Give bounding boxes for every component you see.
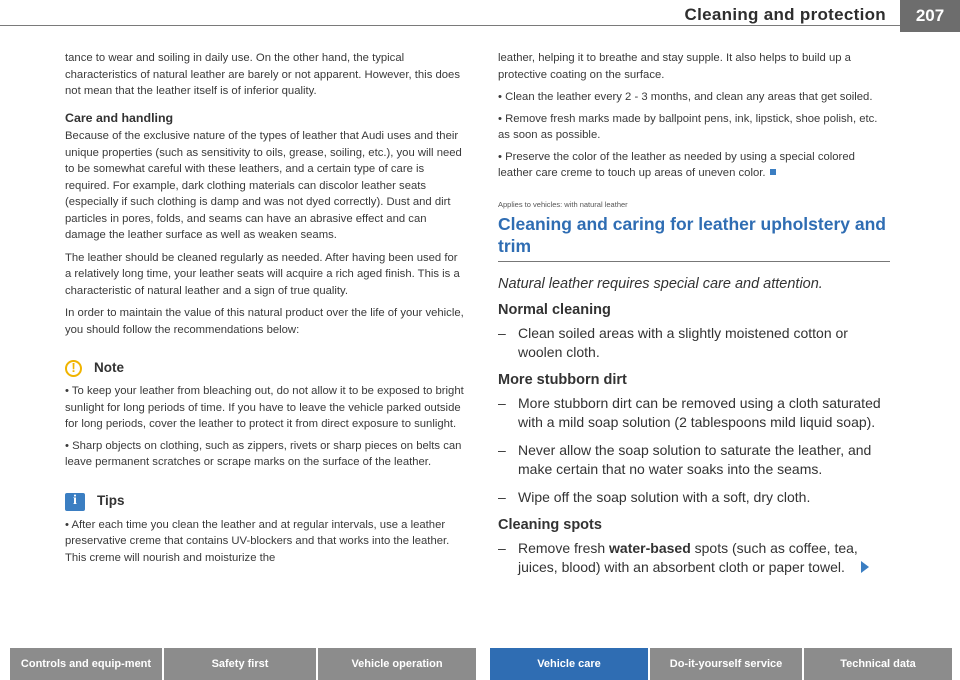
- stubborn-dirt-item: – Never allow the soap solution to saturate the leather, and make certain that no water soaks into the seams.: [498, 441, 872, 477]
- left-column: [65, 50, 465, 571]
- applies-to-line: Applies to vehicles: with natural leather: [498, 199, 628, 209]
- tab-vehicle-care[interactable]: Vehicle care: [490, 648, 648, 680]
- tips-bullet: • After each time you clean the leather and at regular intervals, use a leather preservative creme that contains UV-blockers and that works into the leather. This creme will nourish and moisturize the: [65, 518, 450, 564]
- note-block-heading: [65, 360, 465, 377]
- left-paragraph-2: Because of the exclusive nature of the types of leather that Audi uses and their unique properties (such as sensitivity to oils, grease, soiling, etc.), you will need to be somewhat careful with these leathers, and a certain type of care is required. For example, dark clothing materials can discolor leather seats (especially if such clothing is damp and was not dyed correctly). Dust and dirt particles in pores, folds, and seams can have an abrasive effect and can damage the leather surface as well as weaken seams.: [65, 130, 462, 241]
- normal-cleaning-item: – Clean soiled areas with a slightly moistened cotton or woolen cloth.: [498, 324, 848, 360]
- left-paragraph-4: In order to maintain the value of this natural product over the life of your vehicle, you should follow the recommendations below:: [65, 307, 464, 336]
- normal-cleaning-heading: Normal cleaning: [498, 301, 611, 318]
- chapter-tab-bar: [0, 648, 960, 680]
- section-end-icon: [770, 169, 776, 175]
- right-column: [498, 50, 890, 586]
- note-bullet: • To keep your leather from bleaching out, do not allow it to be exposed to bright sunlight for long periods of time. If you have to leave the vehicle parked outside for long periods, cover the leather to protect it from direct exposure to sunlight.: [65, 385, 464, 430]
- header-rule: [0, 25, 938, 26]
- care-heading: Care and handling: [65, 110, 174, 125]
- info-icon: i: [65, 493, 85, 511]
- tab-controls-and-equipment[interactable]: Controls and equip-ment: [10, 648, 162, 680]
- exclamation-icon: !: [65, 360, 82, 377]
- care-bullet: • Preserve the color of the leather as needed by using a special colored leather care creme to touch up areas of uneven color.: [498, 150, 855, 179]
- tab-do-it-yourself-service[interactable]: Do-it-yourself service: [650, 648, 802, 680]
- page-header-title: Cleaning and protection: [684, 5, 886, 24]
- tab-technical-data[interactable]: Technical data: [804, 648, 952, 680]
- tab-spacer: [0, 648, 8, 680]
- tab-spacer: [478, 648, 488, 680]
- note-bullet: • Sharp objects on clothing, such as zippers, rivets or sharp pieces on belts can leave permanent scratches or scrape marks on the surface of the leather.: [65, 439, 462, 468]
- stubborn-dirt-heading: More stubborn dirt: [498, 371, 627, 388]
- section-lead: Natural leather requires special care and attention.: [498, 275, 823, 292]
- care-bullet: • Clean the leather every 2 - 3 months, and clean any areas that get soiled.: [498, 91, 873, 103]
- left-paragraph-1: tance to wear and soiling in daily use. On the other hand, the typical characteristics of natural leather are barely or not apparent. However, this does not mean that the leather itself is of inferior quality.: [65, 52, 460, 97]
- tips-heading: Tips: [97, 493, 125, 509]
- stubborn-dirt-item: – Wipe off the soap solution with a soft, dry cloth.: [498, 488, 811, 505]
- note-heading: Note: [94, 360, 124, 376]
- stubborn-dirt-item: – More stubborn dirt can be removed using a cloth saturated with a mild soap solution (2 tablespoons mild liquid soap).: [498, 394, 881, 430]
- tab-safety-first[interactable]: Safety first: [164, 648, 316, 680]
- tab-vehicle-operation[interactable]: Vehicle operation: [318, 648, 476, 680]
- section-title: Cleaning and caring for leather upholstery and trim: [498, 213, 890, 262]
- care-bullet: • Remove fresh marks made by ballpoint pens, ink, lipstick, shoe polish, etc. as soon as possible.: [498, 112, 878, 141]
- cleaning-spots-heading: Cleaning spots: [498, 516, 602, 533]
- right-paragraph-1: leather, helping it to breathe and stay supple. It also helps to build up a protective coating on the surface.: [498, 52, 851, 81]
- page-number: 207: [900, 0, 960, 32]
- cleaning-spots-item: – Remove fresh water-based spots (such as coffee, tea, juices, blood) with an absorbent cloth or paper towel.: [498, 539, 890, 577]
- continue-arrow-icon[interactable]: [861, 561, 869, 573]
- tips-block-heading: [65, 493, 465, 511]
- left-paragraph-3: The leather should be cleaned regularly as needed. After having been used for a relatively long time, your leather seats will acquire a rich aged finish. This is a characteristic of natural leather and a sign of true quality.: [65, 251, 460, 297]
